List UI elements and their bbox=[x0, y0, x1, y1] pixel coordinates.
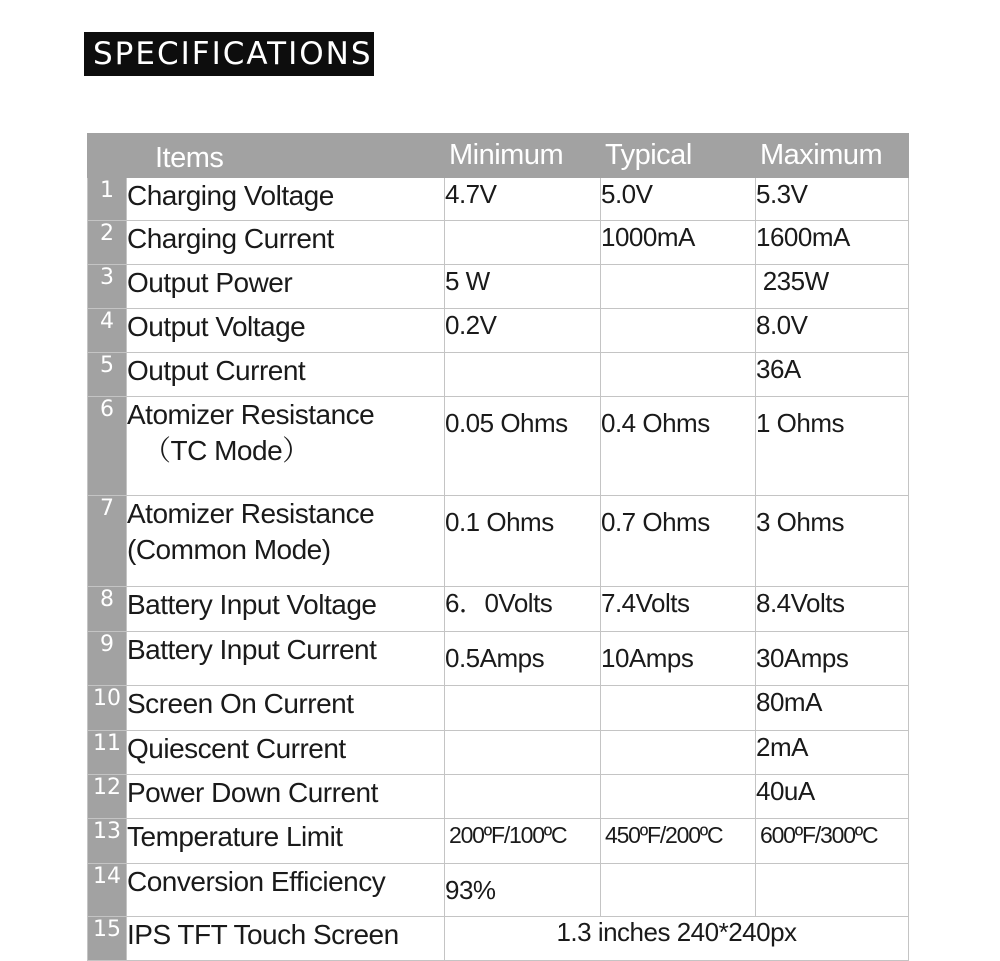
row-item-line2: (Common Mode) bbox=[127, 534, 331, 565]
row-item: Output Current bbox=[127, 353, 445, 397]
row-item: Conversion Efficiency bbox=[127, 864, 445, 917]
row-minimum: 0.2V bbox=[445, 309, 601, 353]
row-item: Output Voltage bbox=[127, 309, 445, 353]
row-typical bbox=[601, 353, 756, 397]
row-minimum bbox=[445, 353, 601, 397]
table-row bbox=[88, 496, 909, 587]
row-typical bbox=[601, 731, 756, 775]
row-item: Charging Voltage bbox=[127, 178, 445, 221]
row-minimum: 4.7V bbox=[445, 178, 601, 221]
row-maximum: 1600mA bbox=[756, 221, 909, 265]
table-row bbox=[88, 632, 909, 686]
row-typical bbox=[601, 309, 756, 353]
row-number: 9 bbox=[88, 632, 127, 686]
row-maximum: 30Amps bbox=[756, 632, 909, 686]
row-number: 3 bbox=[88, 265, 127, 309]
row-number: 2 bbox=[88, 221, 127, 265]
row-maximum: 8.0V bbox=[756, 309, 909, 353]
header-number-cell bbox=[88, 134, 127, 178]
row-minimum: 0.5Amps bbox=[445, 632, 601, 686]
row-typical bbox=[601, 686, 756, 731]
row-minimum: 200ºF/100ºC bbox=[445, 819, 601, 864]
row-item: Temperature Limit bbox=[127, 819, 445, 864]
row-typical: 10Amps bbox=[601, 632, 756, 686]
row-maximum: 600ºF/300ºC bbox=[756, 819, 909, 864]
header-typical: Typical bbox=[601, 134, 756, 178]
row-maximum: 40uA bbox=[756, 775, 909, 819]
table-row bbox=[88, 178, 909, 221]
row-typical: 0.7 Ohms bbox=[601, 496, 756, 587]
header-items: Items bbox=[127, 134, 445, 178]
row-number: 8 bbox=[88, 587, 127, 632]
row-number: 10 bbox=[88, 686, 127, 731]
row-item-line1: Atomizer Resistance bbox=[127, 399, 375, 430]
row-item: Power Down Current bbox=[127, 775, 445, 819]
table-row bbox=[88, 221, 909, 265]
row-typical: 0.4 Ohms bbox=[601, 397, 756, 496]
row-number: 5 bbox=[88, 353, 127, 397]
row-maximum: 1 Ohms bbox=[756, 397, 909, 496]
row-minimum bbox=[445, 731, 601, 775]
row-item bbox=[127, 397, 445, 496]
row-minimum: 6．0Volts bbox=[445, 587, 601, 632]
header-minimum: Minimum bbox=[445, 134, 601, 178]
row-minimum bbox=[445, 775, 601, 819]
specifications-table bbox=[87, 133, 909, 961]
row-typical: 1000mA bbox=[601, 221, 756, 265]
table-row bbox=[88, 819, 909, 864]
row-minimum bbox=[445, 686, 601, 731]
row-spanning-value: 1.3 inches 240*240px bbox=[445, 917, 909, 961]
header-maximum: Maximum bbox=[756, 134, 909, 178]
row-minimum: 0.1 Ohms bbox=[445, 496, 601, 587]
row-item: Charging Current bbox=[127, 221, 445, 265]
row-number: 7 bbox=[88, 496, 127, 587]
row-item: Screen On Current bbox=[127, 686, 445, 731]
row-typical bbox=[601, 775, 756, 819]
row-item: Output Power bbox=[127, 265, 445, 309]
page-title: SPECIFICATIONS bbox=[84, 32, 374, 76]
row-number: 12 bbox=[88, 775, 127, 819]
table-row bbox=[88, 309, 909, 353]
table-row bbox=[88, 397, 909, 496]
row-item: Battery Input Current bbox=[127, 632, 445, 686]
table-header-row bbox=[88, 134, 909, 178]
row-maximum: 36A bbox=[756, 353, 909, 397]
row-minimum: 5 W bbox=[445, 265, 601, 309]
row-number: 14 bbox=[88, 864, 127, 917]
row-minimum bbox=[445, 221, 601, 265]
row-typical: 7.4Volts bbox=[601, 587, 756, 632]
row-maximum: 2mA bbox=[756, 731, 909, 775]
row-maximum: 5.3V bbox=[756, 178, 909, 221]
row-typical: 450ºF/200ºC bbox=[601, 819, 756, 864]
row-number: 15 bbox=[88, 917, 127, 961]
row-item bbox=[127, 496, 445, 587]
row-minimum: 93% bbox=[445, 864, 601, 917]
table-row bbox=[88, 686, 909, 731]
row-minimum: 0.05 Ohms bbox=[445, 397, 601, 496]
row-maximum: 235W bbox=[756, 265, 909, 309]
row-item: IPS TFT Touch Screen bbox=[127, 917, 445, 961]
row-number: 11 bbox=[88, 731, 127, 775]
row-item: Battery Input Voltage bbox=[127, 587, 445, 632]
row-number: 1 bbox=[88, 178, 127, 221]
table-row bbox=[88, 864, 909, 917]
table-row bbox=[88, 731, 909, 775]
row-number: 13 bbox=[88, 819, 127, 864]
row-item-line1: Atomizer Resistance bbox=[127, 498, 375, 529]
row-typical bbox=[601, 864, 756, 917]
table-row bbox=[88, 775, 909, 819]
table-row bbox=[88, 265, 909, 309]
table-row bbox=[88, 353, 909, 397]
row-typical bbox=[601, 265, 756, 309]
row-item: Quiescent Current bbox=[127, 731, 445, 775]
row-number: 6 bbox=[88, 397, 127, 496]
row-number: 4 bbox=[88, 309, 127, 353]
row-maximum bbox=[756, 864, 909, 917]
row-item-line2: （TC Mode） bbox=[143, 435, 310, 466]
row-typical: 5.0V bbox=[601, 178, 756, 221]
row-maximum: 8.4Volts bbox=[756, 587, 909, 632]
row-maximum: 80mA bbox=[756, 686, 909, 731]
row-maximum: 3 Ohms bbox=[756, 496, 909, 587]
table-row bbox=[88, 587, 909, 632]
